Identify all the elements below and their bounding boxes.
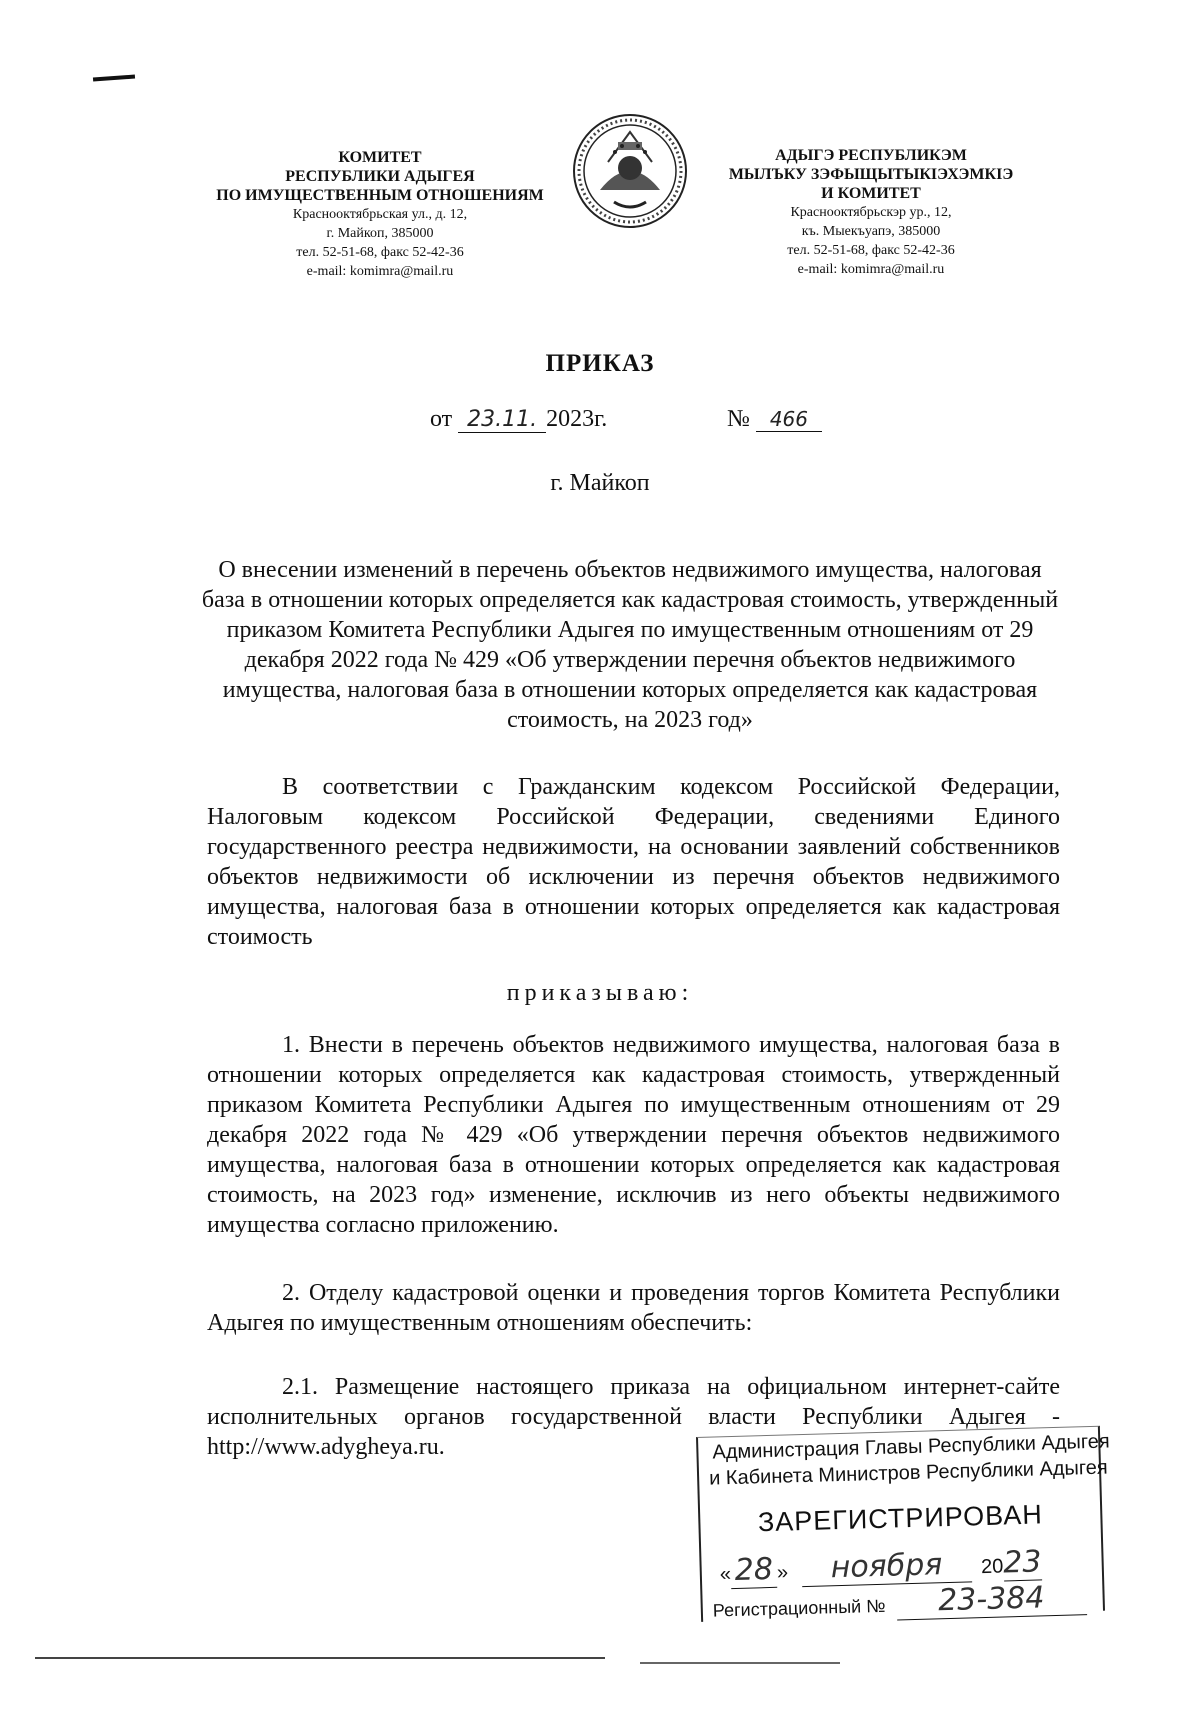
stamp-line-2: и Кабинета Министров Республики Адыгея: [708, 1456, 1108, 1490]
handwritten-number: 466: [756, 407, 822, 432]
bottom-scan-line-2: [640, 1662, 840, 1664]
stamp-reg-number: 23-384: [896, 1579, 1087, 1620]
header-right-phone: тел. 52-51-68, факс 52-42-36: [787, 243, 955, 258]
header-right-line-2: МЫЛЪКУ ЗЭФЫЩЫТЫКIЭХЭМКIЭ: [728, 166, 1014, 183]
coat-of-arms-icon: [570, 112, 690, 230]
number-line: [727, 406, 822, 433]
header-left: [190, 148, 570, 281]
header-right-email: e-mail: komimra@mail.ru: [797, 262, 945, 277]
city-line: г. Майкоп: [550, 470, 650, 496]
date-line: [430, 406, 607, 433]
stamp-reg-label: Регистрационный №: [712, 1595, 886, 1621]
header-right-line-1: АДЫГЭ РЕСПУБЛИКЭМ: [775, 147, 967, 164]
date-year: 2023г.: [546, 406, 608, 432]
item-2-paragraph: 2. Отделу кадастровой оценки и проведения торгов Комитета Республики Адыгея по имущественным отношениям обеспечить:: [207, 1280, 1060, 1336]
stamp-month: ноября: [801, 1546, 972, 1587]
order-word: приказываю:: [506, 980, 694, 1006]
header-left-phone: тел. 52-51-68, факс 52-42-36: [296, 245, 464, 260]
header-left-email: e-mail: komimra@mail.ru: [306, 264, 454, 279]
document-title: ПРИКАЗ: [545, 350, 655, 377]
scan-artifact-mark: [93, 75, 135, 82]
header-left-address-2: г. Майкоп, 385000: [326, 226, 434, 241]
header-right-address-2: къ. Мыекъуапэ, 385000: [801, 224, 941, 239]
number-prefix: №: [727, 406, 750, 432]
header-right-line-3: И КОМИТЕТ: [821, 185, 921, 202]
stamp-line-1: Администрация Главы Республики Адыгея: [712, 1430, 1110, 1464]
header-left-line-2: РЕСПУБЛИКИ АДЫГЕЯ: [285, 168, 475, 185]
date-prefix: от: [430, 406, 453, 432]
header-left-line-3: ПО ИМУЩЕСТВЕННЫМ ОТНОШЕНИЯМ: [216, 187, 544, 204]
stamp-status: ЗАРЕГИСТРИРОВАН: [757, 1499, 1044, 1538]
header-right: [706, 146, 1036, 279]
item-2-1-paragraph: 2.1. Размещение настоящего приказа на официальном интернет-сайте исполнительных органов государственной власти Республики Адыгея - http://www.adygheya.ru.: [207, 1374, 1060, 1460]
handwritten-date: 23.11.: [458, 407, 546, 433]
stamp-date: « 28 » ноября 2023: [719, 1544, 1042, 1588]
order-subject: О внесении изменений в перечень объектов недвижимого имущества, налоговая база в отношении которых определяется как кадастровая стоимость, утвержденный приказом Комитета Республики Адыгея по имущественным отношениям от 29 декабря 2022 года № 429 «Об утверждении перечня объектов недвижимого имущества, налоговая база в отношении которых определяется как кадастровая стоимость, на 2023 год»: [201, 557, 1059, 733]
bottom-scan-line: [35, 1657, 605, 1659]
header-right-address-1: Краснооктябрьскэр ур., 12,: [790, 205, 952, 220]
registration-stamp: [696, 1426, 1110, 1622]
stamp-year-prefix: 20: [980, 1555, 1004, 1579]
stamp-day: 28: [730, 1552, 777, 1589]
item-1-paragraph: 1. Внести в перечень объектов недвижимого имущества, налоговая база в отношении которых определяется как кадастровая стоимость, утвержденный приказом Комитета Республики Адыгея по имущественным отношениям от 29 декабря 2022 года № 429 «Об утверждении перечня объектов недвижимого имущества, налоговая база в отношении которых определяется как кадастровая стоимость, на 2023 год» изменение, исключив из него объекты недвижимого имущества согласно приложению.: [207, 1032, 1060, 1238]
header-left-line-1: КОМИТЕТ: [338, 149, 422, 166]
preamble-paragraph: В соответствии с Гражданским кодексом Российской Федерации, Налоговым кодексом Российской Федерации, сведениями Единого государственного реестра недвижимости, на основании заявлений собственников объектов недвижимости об исключении из перечня объектов недвижимого имущества, налоговая база в отношении которых определяется как кадастровая стоимость: [207, 774, 1060, 950]
stamp-year-suffix: 23: [1002, 1544, 1042, 1581]
header-left-address-1: Краснооктябрьская ул., д. 12,: [292, 207, 468, 222]
